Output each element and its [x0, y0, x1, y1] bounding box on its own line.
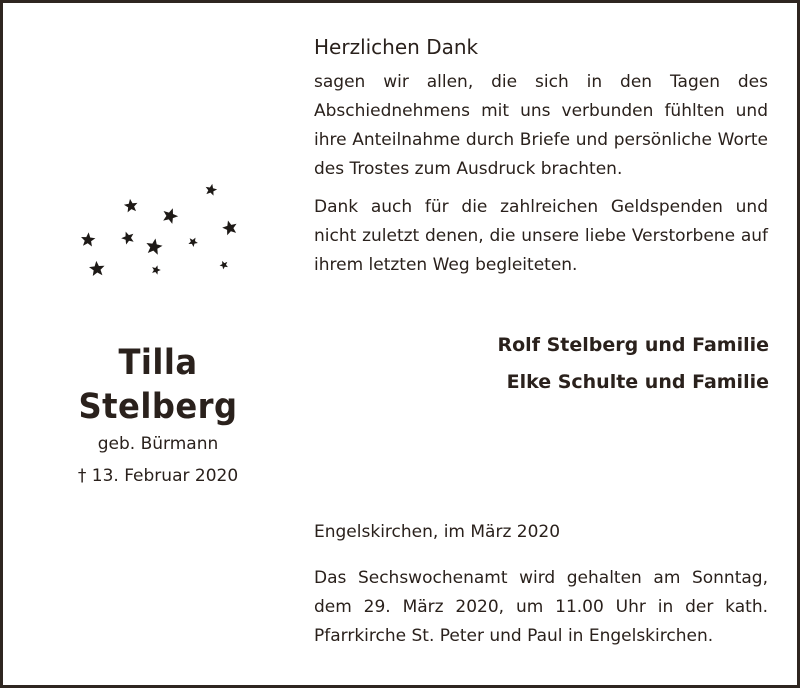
stars-icon	[71, 175, 251, 287]
thanks-paragraph-2: Dank auch für die zahlreichen Geldspenden und nicht zuletzt denen, die unsere liebe Verstorbene auf ihrem letzten Weg begleiteten.	[314, 197, 768, 275]
signer-2: Elke Schulte und Familie	[506, 371, 769, 393]
signer-1: Rolf Stelberg und Familie	[497, 334, 769, 356]
maiden-name: geb. Bürmann	[97, 434, 219, 454]
deceased-info	[23, 341, 293, 489]
place-date: Engelskirchen, im März 2020	[314, 522, 561, 542]
death-date: † 13. Februar 2020	[77, 466, 239, 486]
service-notice: Das Sechswochenamt wird gehalten am Sonntag, dem 29. März 2020, um 11.00 Uhr in der kath. Pfarrkirche St. Peter und Paul in Engelskirchen.	[314, 568, 768, 646]
thanks-heading: Herzlichen Dank	[314, 35, 479, 59]
signers	[483, 327, 769, 401]
thanks-paragraph-1: sagen wir allen, die sich in den Tagen des Abschiednehmens mit uns verbunden fühlten und ihre Anteilnahme durch Briefe und persönliche Worte des Trostes zum Ausdruck brachten.	[314, 72, 768, 179]
deceased-name: Tilla Stelberg	[78, 343, 238, 427]
